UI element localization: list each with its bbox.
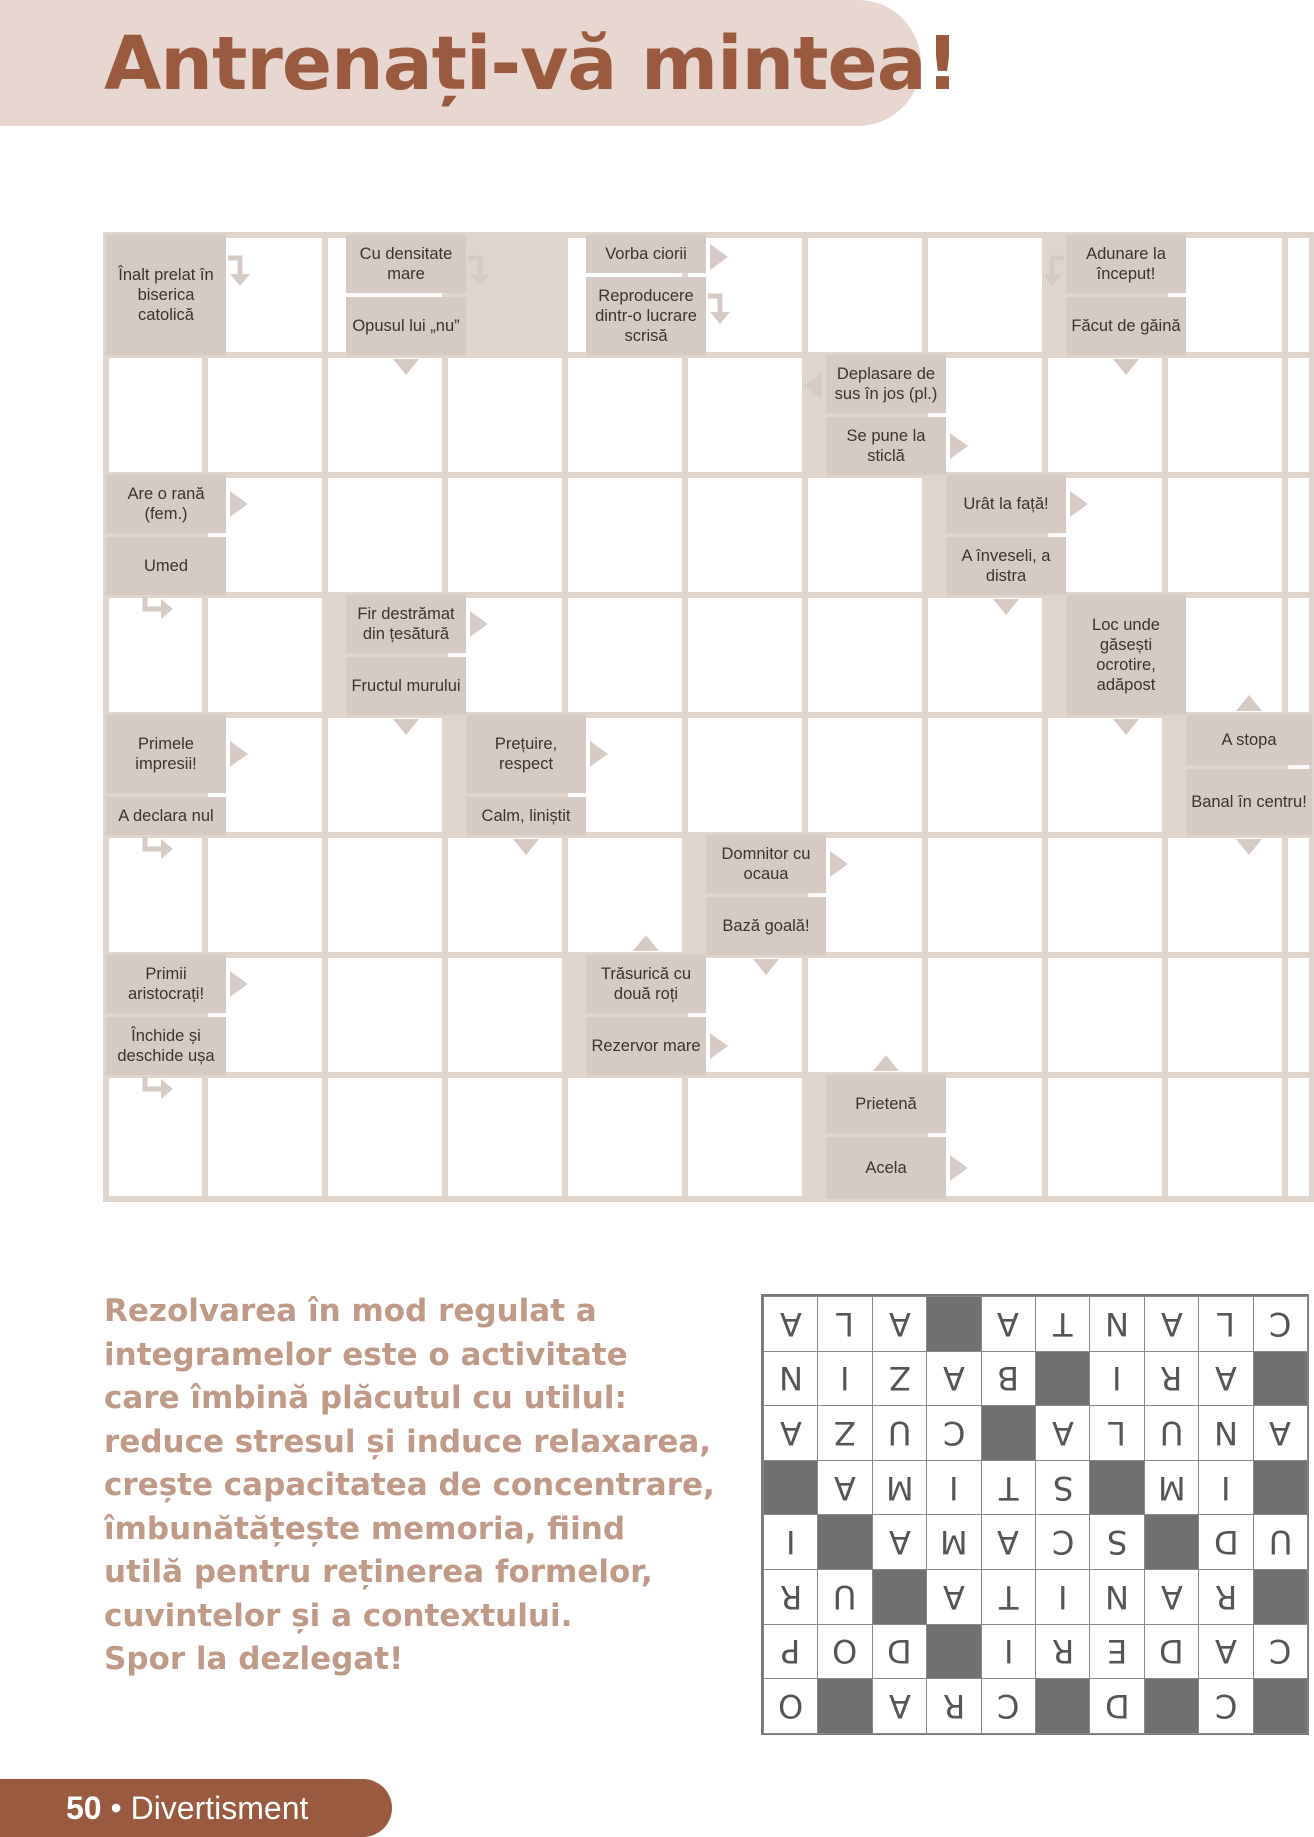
solution-letter: I: [1112, 1359, 1122, 1398]
solution-black-cell: [872, 1569, 927, 1625]
solution-cell: [872, 1514, 927, 1570]
arrow-down-icon: [751, 955, 781, 979]
solution-black-cell: [1144, 1678, 1199, 1734]
solution-cell: [1089, 1624, 1144, 1680]
arrow-right-down-icon: [226, 252, 256, 288]
solution-black-cell: [1089, 1460, 1144, 1516]
solution-cell: [1198, 1351, 1253, 1407]
solution-cell: [1198, 1514, 1253, 1570]
solution-cell: [1035, 1460, 1090, 1516]
solution-letter: O: [778, 1686, 804, 1725]
clue-a-stopa: A stopa: [1186, 715, 1312, 765]
solution-cell: [1253, 1405, 1308, 1461]
solution-letter: D: [887, 1632, 912, 1671]
clue-a-inveseli: A înveseli, a distra: [946, 537, 1066, 595]
solution-letter: T: [1052, 1304, 1073, 1343]
solution-letter: R: [1051, 1632, 1074, 1671]
grid-cell[interactable]: [448, 478, 562, 592]
grid-cell[interactable]: [208, 358, 322, 472]
grid-cell[interactable]: [328, 1078, 442, 1196]
solution-letter: R: [779, 1577, 802, 1616]
solution-letter: N: [778, 1359, 803, 1398]
grid-cell[interactable]: [1168, 478, 1282, 592]
solution-letter: U: [1268, 1523, 1292, 1562]
clue-pretuire-respect: Prețuire, respect: [466, 715, 586, 793]
solution-letter: L: [1216, 1304, 1235, 1343]
arrow-right-icon: [466, 609, 490, 639]
grid-cell[interactable]: [568, 478, 682, 592]
clue-cu-densitate-mare: Cu densitate mare: [346, 235, 466, 293]
solution-cell: [817, 1296, 872, 1352]
grid-cell[interactable]: [808, 598, 922, 712]
grid-cell[interactable]: [928, 598, 1042, 712]
solution-black-cell: [1144, 1514, 1199, 1570]
solution-letter: A: [779, 1413, 802, 1452]
arrow-down-icon: [391, 715, 421, 739]
intro-line: Rezolvarea în mod regulat a: [104, 1293, 597, 1329]
grid-cell[interactable]: [688, 718, 802, 832]
clue-primii-aristocrati: Primii aristocrați!: [106, 955, 226, 1013]
grid-cell[interactable]: [328, 718, 442, 832]
solution-letter: C: [1214, 1686, 1238, 1725]
clue-deplasare: Deplasare de sus în jos (pl.): [826, 355, 946, 413]
solution-letter: U: [887, 1413, 912, 1452]
clue-inchide-si-deschide: Închide și deschide ușa: [106, 1017, 226, 1075]
arrow-right-down-icon: [466, 252, 496, 288]
solution-letter: A: [942, 1359, 965, 1398]
clue-are-o-rana: Are o rană (fem.): [106, 475, 226, 533]
grid-cell[interactable]: [568, 1078, 682, 1196]
solution-cell: [872, 1351, 927, 1407]
solution-letter: I: [1057, 1577, 1068, 1616]
solution-cell: [1035, 1569, 1090, 1625]
intro-line: utilă pentru reținerea formelor,: [104, 1554, 653, 1590]
solution-letter: M: [885, 1468, 914, 1507]
arrow-right-icon: [226, 739, 250, 769]
solution-cell: [1253, 1514, 1308, 1570]
intro-line: cuvintelor și a contextului.: [104, 1597, 573, 1634]
solution-cell: [1089, 1569, 1144, 1625]
clue-vorba-ciorii: Vorba ciorii: [586, 235, 706, 273]
grid-cell[interactable]: [568, 358, 682, 472]
arrow-right-icon: [586, 739, 610, 769]
solution-letter: R: [1160, 1359, 1183, 1398]
solution-cell: [981, 1514, 1036, 1570]
solution-cell: [817, 1405, 872, 1461]
grid-cell[interactable]: [928, 238, 1042, 352]
solution-black-cell: [981, 1405, 1036, 1461]
grid-cell[interactable]: [688, 1078, 802, 1196]
grid-cell[interactable]: [328, 838, 442, 952]
solution-cell: [981, 1569, 1036, 1625]
grid-cell[interactable]: [1288, 598, 1309, 712]
solution-black-cell: [1253, 1460, 1308, 1516]
page-title: Antrenați-vă mintea!: [104, 21, 959, 107]
arrow-down-right-icon: [139, 1075, 175, 1105]
solution-letter: L: [1108, 1413, 1126, 1452]
clue-facut-de-gaina: Făcut de găină: [1066, 297, 1186, 355]
solution-cell: [763, 1678, 818, 1734]
footer-separator: •: [110, 1790, 122, 1826]
grid-cell[interactable]: [928, 838, 1042, 952]
solution-cell: [981, 1296, 1036, 1352]
solution-cell: [981, 1460, 1036, 1516]
crossword-grid: [103, 232, 1314, 1202]
clue-domnitor-cu-ocaua: Domnitor cu ocaua: [706, 835, 826, 893]
grid-cell[interactable]: [568, 598, 682, 712]
solution-cell: [817, 1569, 872, 1625]
grid-cell[interactable]: [808, 478, 922, 592]
arrow-right-icon: [226, 489, 250, 519]
clue-baza-goala: Bază goală!: [706, 897, 826, 955]
arrow-up-icon: [1234, 691, 1264, 715]
solution-black-cell: [817, 1678, 872, 1734]
grid-cell[interactable]: [1048, 358, 1162, 472]
arrow-left-down-icon: [1036, 252, 1066, 288]
grid-cell[interactable]: [328, 358, 442, 472]
solution-letter: L: [836, 1304, 854, 1343]
solution-cell: [817, 1624, 872, 1680]
grid-cell[interactable]: [1288, 1078, 1309, 1196]
solution-letter: C: [997, 1686, 1020, 1725]
solution-cell: [1089, 1678, 1144, 1734]
clue-opusul-lui-nu: Opusul lui „nu”: [346, 297, 466, 355]
solution-cell: [1144, 1624, 1199, 1680]
solution-letter: T: [998, 1468, 1019, 1507]
grid-cell[interactable]: [328, 958, 442, 1072]
arrow-down-icon: [991, 595, 1021, 619]
solution-letter: I: [1003, 1632, 1013, 1671]
solution-cell: [872, 1296, 927, 1352]
intro-line: îmbunătățește memoria, fiind: [104, 1510, 626, 1547]
clue-calm-linistit: Calm, liniștit: [466, 797, 586, 835]
solution-cell: [926, 1460, 981, 1516]
arrow-down-icon: [1234, 835, 1264, 859]
solution-cell: [1198, 1569, 1253, 1625]
clue-prietena: Prietenă: [826, 1075, 946, 1133]
solution-letter: A: [1160, 1304, 1183, 1343]
arrow-right-icon: [826, 849, 850, 879]
solution-letter: S: [1052, 1468, 1073, 1507]
solution-cell: [1198, 1460, 1253, 1516]
solution-letter: N: [1105, 1577, 1130, 1616]
arrow-right-icon: [946, 1153, 970, 1183]
solution-letter: I: [840, 1359, 850, 1398]
solution-cell: [872, 1678, 927, 1734]
solution-cell: [763, 1569, 818, 1625]
intro-line: integramelor este o activitate: [104, 1336, 628, 1373]
clue-fir-destramat: Fir destrămat din țesătură: [346, 595, 466, 653]
grid-cell[interactable]: [808, 958, 922, 1072]
intro-line: Spor la dezlegat!: [104, 1641, 404, 1677]
solution-cell: [1144, 1569, 1199, 1625]
arrow-up-icon: [631, 931, 661, 955]
grid-cell[interactable]: [448, 358, 562, 472]
page-number: 50: [66, 1790, 102, 1826]
grid-cell[interactable]: [1048, 958, 1162, 1072]
grid-cell[interactable]: [448, 958, 562, 1072]
solution-letter: M: [940, 1523, 968, 1562]
arrow-right-down-icon: [706, 290, 736, 326]
solution-cell: [1035, 1624, 1090, 1680]
solution-cell: [763, 1514, 818, 1570]
arrow-right-icon: [706, 1031, 730, 1061]
solution-black-cell: [1253, 1678, 1308, 1734]
solution-black-cell: [1253, 1569, 1308, 1625]
solution-cell: [817, 1460, 872, 1516]
solution-letter: R: [942, 1686, 965, 1725]
solution-cell: [981, 1351, 1036, 1407]
solution-cell: [1198, 1678, 1253, 1734]
solution-cell: [1035, 1296, 1090, 1352]
solution-letter: M: [1157, 1468, 1186, 1507]
solution-letter: I: [785, 1523, 796, 1562]
solution-cell: [981, 1624, 1036, 1680]
solution-black-cell: [926, 1296, 981, 1352]
solution-letter: Z: [834, 1413, 857, 1452]
clue-a-declara-nul: A declara nul: [106, 797, 226, 835]
solution-letter: A: [1269, 1413, 1292, 1452]
grid-cell[interactable]: [1168, 838, 1282, 952]
clue-primele-impresii: Primele impresii!: [106, 715, 226, 793]
solution-letter: C: [1051, 1523, 1074, 1562]
solution-letter: A: [834, 1468, 857, 1507]
grid-cell[interactable]: [808, 718, 922, 832]
grid-cell[interactable]: [808, 238, 922, 352]
clue-inalt-prelat: Înalt prelat în biserica catolică: [106, 235, 226, 355]
solution-letter: D: [1104, 1686, 1130, 1725]
solution-cell: [1253, 1624, 1308, 1680]
solution-letter: T: [998, 1577, 1019, 1616]
solution-cell: [763, 1624, 818, 1680]
grid-cell[interactable]: [1288, 358, 1309, 472]
intro-paragraph: [104, 1290, 724, 1682]
solution-cell: [763, 1405, 818, 1461]
solution-letter: E: [1106, 1632, 1128, 1671]
grid-cell[interactable]: [208, 598, 322, 712]
arrow-down-right-icon: [139, 835, 175, 865]
solution-cell: [872, 1624, 927, 1680]
solution-letter: U: [1159, 1413, 1184, 1452]
solution-letter: I: [949, 1468, 959, 1507]
solution-letter: C: [942, 1413, 966, 1452]
clue-acela: Acela: [826, 1137, 946, 1199]
clue-adunare-la-inceput: Adunare la început!: [1066, 235, 1186, 293]
grid-cell[interactable]: [448, 1078, 562, 1196]
intro-line: crește capacitatea de concentrare,: [104, 1467, 715, 1503]
solution-black-cell: [1253, 1351, 1308, 1407]
grid-cell[interactable]: [688, 598, 802, 712]
solution-letter: A: [888, 1523, 911, 1562]
grid-cell[interactable]: [448, 838, 562, 952]
solution-black-cell: [763, 1460, 818, 1516]
intro-line: care îmbină plăcutul cu utilul:: [104, 1380, 627, 1416]
solution-cell: [1089, 1405, 1144, 1461]
clue-banal-in-centru: Banal în centru!: [1186, 769, 1312, 835]
grid-cell[interactable]: [1048, 838, 1162, 952]
solution-letter: A: [997, 1304, 1020, 1343]
grid-cell[interactable]: [688, 358, 802, 472]
solution-cell: [1089, 1351, 1144, 1407]
solution-cell: [872, 1405, 927, 1461]
arrow-right-icon: [946, 431, 970, 461]
solution-letter: A: [1214, 1359, 1237, 1398]
solution-cell: [1144, 1460, 1199, 1516]
grid-cell[interactable]: [208, 1078, 322, 1196]
solution-letter: A: [1160, 1577, 1183, 1616]
solution-letter: A: [997, 1523, 1020, 1562]
solution-grid: [761, 1294, 1309, 1735]
solution-black-cell: [1035, 1351, 1090, 1407]
solution-cell: [1035, 1405, 1090, 1461]
solution-cell: [1198, 1405, 1253, 1461]
arrow-down-right-icon: [139, 595, 175, 625]
solution-letter: P: [781, 1632, 801, 1671]
solution-cell: [981, 1678, 1036, 1734]
solution-letter: A: [779, 1304, 802, 1343]
solution-cell: [1198, 1624, 1253, 1680]
grid-cell[interactable]: [208, 838, 322, 952]
arrow-down-icon: [1111, 715, 1141, 739]
grid-cell[interactable]: [928, 718, 1042, 832]
arrow-down-icon: [391, 355, 421, 379]
grid-cell[interactable]: [109, 358, 202, 472]
solution-cell: [1035, 1514, 1090, 1570]
solution-cell: [926, 1569, 981, 1625]
solution-cell: [763, 1296, 818, 1352]
arrow-left-icon: [802, 371, 826, 401]
arrow-right-icon: [706, 242, 730, 272]
clue-urat-la-fata: Urât la față!: [946, 475, 1066, 533]
intro-line: reduce stresul și induce relaxarea,: [104, 1423, 712, 1460]
solution-cell: [763, 1351, 818, 1407]
solution-letter: A: [888, 1686, 911, 1725]
solution-letter: A: [1214, 1632, 1237, 1671]
solution-black-cell: [926, 1624, 981, 1680]
clue-rezervor-mare: Rezervor mare: [586, 1017, 706, 1075]
grid-cell[interactable]: [1288, 238, 1309, 352]
footer-section: Divertisment: [130, 1790, 309, 1826]
solution-letter: C: [1269, 1632, 1292, 1671]
solution-letter: I: [1221, 1468, 1231, 1507]
footer-band: [0, 1779, 392, 1837]
grid-cell[interactable]: [1168, 1078, 1282, 1196]
clue-loc-unde-gasesti: Loc unde găsești ocrotire, adăpost: [1066, 595, 1186, 715]
arrow-down-icon: [511, 835, 541, 859]
solution-cell: [926, 1514, 981, 1570]
arrow-right-icon: [226, 969, 250, 999]
solution-letter: S: [1106, 1523, 1128, 1562]
solution-cell: [1144, 1296, 1199, 1352]
solution-letter: N: [1105, 1304, 1130, 1343]
solution-letter: D: [1213, 1523, 1239, 1562]
clue-se-pune-la-sticla: Se pune la sticlă: [826, 417, 946, 475]
solution-cell: [1144, 1351, 1199, 1407]
grid-cell[interactable]: [688, 478, 802, 592]
solution-cell: [926, 1405, 981, 1461]
solution-cell: [1144, 1405, 1199, 1461]
solution-black-cell: [817, 1514, 872, 1570]
grid-cell[interactable]: [1288, 478, 1309, 592]
grid-cell[interactable]: [328, 478, 442, 592]
solution-letter: A: [942, 1577, 965, 1616]
grid-cell[interactable]: [1288, 838, 1309, 952]
solution-letter: Z: [888, 1359, 911, 1398]
solution-cell: [926, 1351, 981, 1407]
solution-letter: C: [1269, 1304, 1292, 1343]
solution-cell: [817, 1351, 872, 1407]
solution-cell: [1089, 1514, 1144, 1570]
solution-letter: A: [888, 1304, 911, 1343]
solution-letter: A: [1051, 1413, 1074, 1452]
grid-cell[interactable]: [568, 838, 682, 952]
solution-black-cell: [1035, 1678, 1090, 1734]
arrow-up-icon: [871, 1051, 901, 1075]
solution-letter: N: [1213, 1413, 1238, 1452]
solution-cell: [1089, 1296, 1144, 1352]
solution-cell: [926, 1678, 981, 1734]
grid-cell[interactable]: [1048, 1078, 1162, 1196]
solution-cell: [1198, 1296, 1253, 1352]
grid-cell[interactable]: [1288, 958, 1309, 1072]
grid-cell[interactable]: [1168, 958, 1282, 1072]
clue-trasurica: Trăsurică cu două roți: [586, 955, 706, 1013]
solution-cell: [1253, 1296, 1308, 1352]
solution-letter: O: [832, 1632, 858, 1671]
arrow-down-icon: [1111, 355, 1141, 379]
solution-letter: R: [1214, 1577, 1237, 1616]
clue-umed: Umed: [106, 537, 226, 595]
solution-letter: U: [833, 1577, 857, 1616]
grid-cell[interactable]: [1168, 358, 1282, 472]
grid-cell[interactable]: [1048, 718, 1162, 832]
arrow-right-icon: [1066, 489, 1090, 519]
solution-letter: B: [997, 1359, 1020, 1398]
solution-cell: [872, 1460, 927, 1516]
grid-cell[interactable]: [928, 958, 1042, 1072]
clue-fructul-murului: Fructul murului: [346, 657, 466, 715]
solution-letter: D: [1159, 1632, 1184, 1671]
clue-reproducere: Reproducere dintr-o lucrare scrisă: [586, 277, 706, 355]
